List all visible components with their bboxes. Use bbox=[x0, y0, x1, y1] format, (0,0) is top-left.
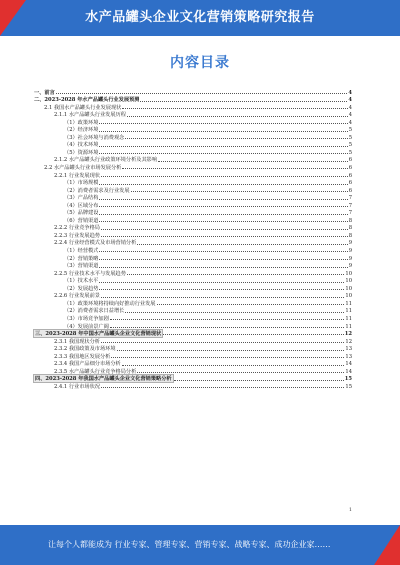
toc-entry-page: 15 bbox=[345, 383, 352, 390]
toc-leader-dots bbox=[99, 281, 344, 283]
toc-entry[interactable] bbox=[34, 209, 352, 217]
toc-entry-label: （2）消费者需求及行业发展 bbox=[64, 187, 130, 194]
toc-entry[interactable] bbox=[34, 224, 352, 232]
toc-leader-dots bbox=[125, 311, 344, 313]
toc-entry[interactable] bbox=[34, 156, 352, 164]
toc-entry[interactable] bbox=[34, 148, 352, 156]
toc-entry-page: 11 bbox=[345, 315, 352, 322]
toc-entry[interactable] bbox=[34, 141, 352, 149]
toc-entry-page: 9 bbox=[348, 240, 352, 247]
toc-entry[interactable] bbox=[34, 367, 352, 375]
toc-entry-page: 5 bbox=[348, 149, 352, 156]
toc-entry[interactable] bbox=[34, 239, 352, 247]
toc-entry[interactable] bbox=[34, 337, 352, 345]
toc-entry[interactable] bbox=[34, 246, 352, 254]
toc-leader-dots bbox=[163, 333, 344, 335]
toc-entry-page: 4 bbox=[348, 112, 352, 119]
toc-entry[interactable] bbox=[34, 352, 352, 360]
toc-entry-label: （3）市场竞争加剧 bbox=[64, 315, 109, 322]
toc-leader-dots bbox=[137, 243, 347, 245]
toc-leader-dots bbox=[127, 273, 344, 275]
toc-entry-label: （5）品牌建设 bbox=[64, 210, 99, 217]
toc-entry-label: （1）技术水平 bbox=[64, 278, 99, 285]
toc-entry[interactable] bbox=[34, 186, 352, 194]
toc-heading: 内容目录 bbox=[170, 55, 230, 71]
toc-leader-dots bbox=[99, 213, 347, 215]
report-title: 水产品罐头企业文化营销策略研究报告 bbox=[85, 10, 315, 25]
toc-entry-label: 2.3.5 水产品罐头行业竞争格局分析 bbox=[54, 368, 137, 375]
toc-entry[interactable] bbox=[34, 103, 352, 111]
toc-leader-dots bbox=[101, 341, 344, 343]
toc-entry-page: 10 bbox=[345, 270, 352, 277]
toc-entry[interactable] bbox=[34, 231, 352, 239]
toc-entry-label: 2.3.1 我国现状分析 bbox=[54, 338, 100, 345]
toc-entry-label: 四、2023-2028 年我国水产品罐头企业文化营销策略分析 bbox=[35, 376, 172, 383]
toc-entry-label: （4）发展前景广阔 bbox=[64, 323, 109, 330]
toc-leader-dots bbox=[111, 356, 344, 358]
table-of-contents bbox=[34, 88, 352, 390]
toc-entry-page: 14 bbox=[345, 368, 352, 375]
toc-entry-page: 11 bbox=[345, 300, 352, 307]
toc-entry-page: 13 bbox=[345, 346, 352, 353]
toc-entry-page: 8 bbox=[348, 232, 352, 239]
toc-entry-label: 2.3.2 我国政策及市场环境 bbox=[54, 346, 116, 353]
toc-entry-page: 8 bbox=[348, 225, 352, 232]
toc-entry-page: 5 bbox=[348, 134, 352, 141]
toc-entry-page: 7 bbox=[348, 195, 352, 202]
toc-entry-page: 11 bbox=[345, 323, 352, 330]
toc-entry-label: 一、前言 bbox=[34, 89, 55, 96]
toc-entry-page: 12 bbox=[344, 331, 352, 338]
toc-entry[interactable] bbox=[34, 307, 352, 315]
toc-leader-dots bbox=[122, 364, 345, 366]
toc-leader-dots bbox=[56, 92, 348, 94]
toc-entry[interactable] bbox=[34, 284, 352, 292]
toc-entry-page: 7 bbox=[348, 210, 352, 217]
toc-entry-label: （2）经济环境 bbox=[64, 127, 99, 134]
toc-entry-label: 2.3.4 我国产品细分市场分析 bbox=[54, 361, 121, 368]
toc-entry[interactable] bbox=[34, 254, 352, 262]
toc-entry-label: 2.1.2 水产品罐头行业政策环境分析及其影响 bbox=[54, 157, 158, 164]
toc-entry-page: 6 bbox=[348, 157, 352, 164]
toc-entry-page: 5 bbox=[348, 142, 352, 149]
toc-entry-label: （6）营销渠道 bbox=[64, 217, 99, 224]
toc-entry-page: 4 bbox=[348, 119, 352, 126]
toc-entry[interactable] bbox=[34, 163, 352, 171]
toc-leader-dots bbox=[101, 296, 344, 298]
toc-entry-page: 9 bbox=[348, 248, 352, 255]
toc-entry[interactable] bbox=[34, 277, 352, 285]
toc-entry-label: （1）经营模式 bbox=[64, 248, 99, 255]
toc-entry[interactable] bbox=[34, 194, 352, 202]
toc-entry-label: （3）社会环境与消费观念 bbox=[64, 134, 125, 141]
toc-entry-label: 2.2.6 行业发展前景 bbox=[54, 293, 100, 300]
toc-leader-dots bbox=[99, 288, 344, 290]
toc-entry[interactable] bbox=[34, 133, 352, 141]
toc-entry[interactable] bbox=[34, 345, 352, 353]
footer-red-corner bbox=[374, 525, 400, 565]
toc-entry-page: 6 bbox=[348, 180, 352, 187]
toc-entry-page: 10 bbox=[345, 293, 352, 300]
toc-leader-dots bbox=[99, 122, 347, 124]
toc-entry-page: 9 bbox=[348, 263, 352, 270]
toc-entry-label: 2.2.2 行业竞争格局 bbox=[54, 225, 100, 232]
toc-leader-dots bbox=[101, 175, 348, 177]
toc-entry-label: 2.1 我国水产品罐头行业发展现状 bbox=[44, 104, 122, 111]
toc-leader-dots bbox=[99, 152, 347, 154]
toc-entry-label: 2.2.4 行业经营模式及市场营销分析 bbox=[54, 240, 137, 247]
toc-entry-label: 2.3.3 我国地区发展分析 bbox=[54, 353, 111, 360]
page-number: 1 bbox=[348, 507, 352, 513]
toc-entry-label: （1）政策环境将持续向好推动行业发展 bbox=[64, 300, 156, 307]
toc-entry-page: 13 bbox=[345, 353, 352, 360]
toc-leader-dots bbox=[137, 371, 344, 373]
toc-entry-label: （1）政策环境 bbox=[64, 119, 99, 126]
toc-entry-page: 4 bbox=[348, 97, 352, 104]
toc-entry-page: 10 bbox=[345, 278, 352, 285]
toc-entry[interactable] bbox=[34, 126, 352, 134]
toc-leader-dots bbox=[99, 266, 347, 268]
toc-entry-label: 2.2.5 行业技术水平与发展趋势 bbox=[54, 270, 126, 277]
toc-entry[interactable] bbox=[34, 314, 352, 322]
toc-leader-dots bbox=[99, 205, 347, 207]
toc-entry-label: 2.4.1 行业市场状况 bbox=[54, 383, 100, 390]
toc-entry-label: （2）消费者需求日益增长 bbox=[64, 308, 125, 315]
toc-leader-dots bbox=[99, 130, 347, 132]
toc-entry-label: 2.1.1 水产品罐头行业发展历程 bbox=[54, 112, 126, 119]
toc-entry-page: 11 bbox=[345, 308, 352, 315]
footer-banner bbox=[0, 525, 400, 565]
toc-entry-page: 10 bbox=[345, 285, 352, 292]
toc-entry-page: 6 bbox=[348, 165, 352, 172]
toc-entry-label: （2）营销策略 bbox=[64, 255, 99, 262]
toc-leader-dots bbox=[110, 318, 345, 320]
toc-entry-label: （1）市场规模 bbox=[64, 180, 99, 187]
toc-leader-dots bbox=[131, 190, 348, 192]
toc-leader-dots bbox=[110, 326, 345, 328]
footer-slogan: 让每个人都能成为 行业专家、管理专家、营销专家、战略专家、成功企业家…… bbox=[48, 540, 331, 549]
toc-entry-page: 6 bbox=[348, 172, 352, 179]
toc-leader-dots bbox=[127, 115, 348, 117]
toc-leader-dots bbox=[125, 137, 347, 139]
toc-entry[interactable] bbox=[34, 216, 352, 224]
toc-entry-label: （4）技术环境 bbox=[64, 142, 99, 149]
toc-entry[interactable] bbox=[34, 262, 352, 270]
toc-entry[interactable] bbox=[34, 118, 352, 126]
toc-leader-dots bbox=[158, 160, 348, 162]
toc-entry-label: （5）资源环境 bbox=[64, 149, 99, 156]
toc-entry-label: （2）发展趋势 bbox=[64, 285, 99, 292]
toc-entry[interactable] bbox=[34, 96, 352, 104]
toc-entry[interactable] bbox=[34, 322, 352, 330]
toc-entry-page: 5 bbox=[348, 127, 352, 134]
toc-entry-label: （3）产品结构 bbox=[64, 195, 99, 202]
toc-entry[interactable] bbox=[34, 292, 352, 300]
toc-leader-dots bbox=[157, 303, 345, 305]
toc-leader-dots bbox=[122, 107, 347, 109]
toc-leader-dots bbox=[99, 183, 347, 185]
toc-leader-dots bbox=[99, 220, 347, 222]
toc-leader-dots bbox=[101, 228, 348, 230]
toc-entry[interactable] bbox=[34, 375, 352, 383]
toc-leader-dots bbox=[117, 349, 345, 351]
toc-entry-page: 4 bbox=[348, 104, 352, 111]
toc-leader-dots bbox=[101, 235, 348, 237]
toc-entry-page: 4 bbox=[348, 89, 352, 96]
toc-entry-page: 8 bbox=[348, 217, 352, 224]
toc-entry[interactable] bbox=[34, 201, 352, 209]
toc-leader-dots bbox=[99, 198, 347, 200]
toc-leader-dots bbox=[140, 100, 347, 102]
toc-entry-label: 2.2 水产品罐头行业市场发展分析 bbox=[44, 165, 122, 172]
toc-entry[interactable] bbox=[34, 382, 352, 390]
toc-entry-page: 12 bbox=[345, 338, 352, 345]
toc-entry-label: 二、2023-2028 年水产品罐头行业发展预测 bbox=[34, 97, 140, 104]
toc-leader-dots bbox=[99, 258, 347, 260]
toc-entry-page: 14 bbox=[345, 361, 352, 368]
header-banner bbox=[0, 0, 400, 36]
toc-entry-label: 2.2.3 行业发展趋势 bbox=[54, 232, 100, 239]
toc-entry-page: 9 bbox=[348, 255, 352, 262]
toc-entry-label: 三、2023-2028 年中国水产品罐头企业文化营销现状 bbox=[35, 331, 162, 338]
toc-leader-dots bbox=[99, 250, 347, 252]
toc-entry-page: 6 bbox=[348, 187, 352, 194]
toc-entry-page: 15 bbox=[344, 376, 352, 383]
toc-entry[interactable] bbox=[34, 111, 352, 119]
toc-entry[interactable] bbox=[34, 360, 352, 368]
toc-entry-page: 7 bbox=[348, 202, 352, 209]
toc-leader-dots bbox=[122, 167, 347, 169]
toc-entry[interactable] bbox=[34, 88, 352, 96]
toc-entry-label: 2.2.1 行业发展现状 bbox=[54, 172, 100, 179]
toc-leader-dots bbox=[101, 386, 344, 388]
toc-entry[interactable] bbox=[34, 269, 352, 277]
toc-entry[interactable] bbox=[34, 299, 352, 307]
toc-entry[interactable] bbox=[34, 330, 352, 338]
toc-leader-dots bbox=[99, 145, 347, 147]
toc-entry[interactable] bbox=[34, 179, 352, 187]
toc-leader-dots bbox=[174, 379, 344, 381]
toc-entry-label: （4）区域分布 bbox=[64, 202, 99, 209]
toc-entry-label: （3）营销渠道 bbox=[64, 263, 99, 270]
toc-entry[interactable] bbox=[34, 171, 352, 179]
